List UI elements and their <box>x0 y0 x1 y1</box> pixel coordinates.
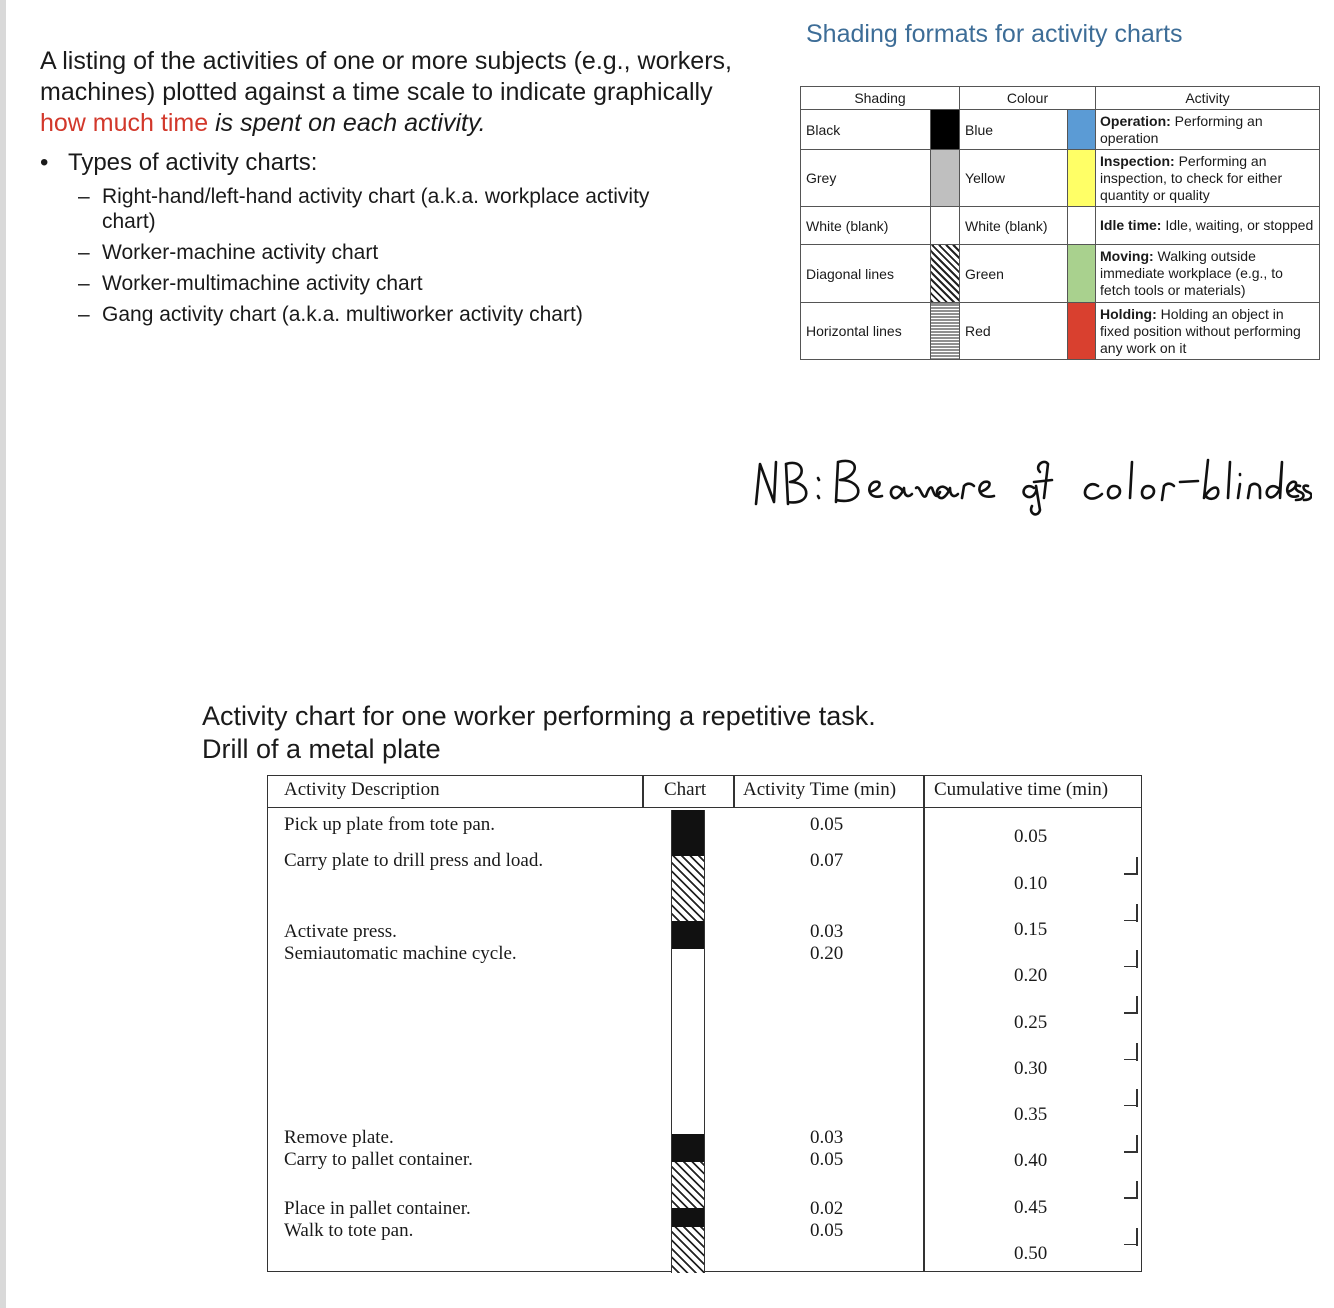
activity-time: 0.02 <box>810 1198 844 1219</box>
activity-chart <box>267 775 1142 1272</box>
activity-description: Activate press. <box>284 921 397 942</box>
chart-bar-black <box>671 921 705 949</box>
intro-text: A listing of the activities of one or more subjects (e.g., workers, machines) plotted against a time scale to indicate graphically <box>40 47 732 106</box>
cumulative-time-label: 0.15 <box>1014 918 1048 940</box>
colour-swatch <box>1068 110 1096 150</box>
colour-swatch <box>1068 150 1096 207</box>
activity-description: Carry to pallet container. <box>284 1149 473 1170</box>
chart-bar-hatch <box>671 1227 705 1273</box>
activity-time: 0.03 <box>810 1127 844 1148</box>
activity-time: 0.05 <box>810 814 844 835</box>
handwritten-note <box>752 448 1312 518</box>
scale-tick-edge <box>1136 1089 1138 1107</box>
table-row <box>801 110 1320 150</box>
activity-time: 0.20 <box>810 943 844 964</box>
activity-time: 0.03 <box>810 921 844 942</box>
scale-tick-edge <box>1136 1043 1138 1061</box>
activity-chart-title-line2: Drill of a metal plate <box>202 734 441 764</box>
intro-text-end: is spent on each activity. <box>208 109 486 137</box>
list-item: – Right-hand/left-hand activity chart (a.k.a. workplace activity chart) <box>78 185 650 233</box>
activity-cell: Inspection: Performing an inspection, to check for either quantity or quality <box>1096 150 1320 207</box>
cumulative-time-label: 0.30 <box>1014 1057 1048 1079</box>
shading-swatch-white <box>931 207 960 245</box>
table-row <box>801 150 1320 207</box>
header-activity: Activity <box>1096 87 1320 110</box>
scale-tick-edge <box>1136 1135 1138 1153</box>
dash-icon: – <box>78 272 90 295</box>
page-left-edge <box>0 0 6 1308</box>
cumulative-time-label: 0.45 <box>1014 1196 1048 1218</box>
activity-description: Place in pallet container. <box>284 1198 471 1219</box>
header-chart: Chart <box>664 779 707 800</box>
types-heading: Types of activity charts: <box>68 149 318 176</box>
cumulative-time-label: 0.40 <box>1014 1150 1048 1172</box>
header-activity-description: Activity Description <box>284 779 440 800</box>
activity-time: 0.05 <box>810 1149 844 1170</box>
intro-highlight: how much time <box>40 109 209 137</box>
shading-swatch-horizontal <box>931 303 960 360</box>
cumulative-time-label: 0.10 <box>1014 872 1048 894</box>
shading-name: Grey <box>801 150 931 207</box>
cumulative-time-label: 0.25 <box>1014 1011 1048 1033</box>
intro-paragraph <box>40 46 740 139</box>
activity-description: Carry plate to drill press and load. <box>284 850 544 871</box>
header-activity-time: Activity Time (min) <box>743 779 897 800</box>
dash-icon: – <box>78 241 90 264</box>
activity-cell: Moving: Walking outside immediate workplace (e.g., to fetch tools or materials) <box>1096 245 1320 303</box>
cumulative-time-label: 0.35 <box>1014 1104 1048 1126</box>
types-list <box>40 184 740 327</box>
header-cumulative-time: Cumulative time (min) <box>934 779 1109 800</box>
activity-chart-types <box>40 148 740 327</box>
header-shading: Shading <box>801 87 960 110</box>
column-divider <box>923 776 925 1271</box>
chart-bar-black <box>671 1208 705 1227</box>
scale-tick-edge <box>1136 904 1138 922</box>
colour-name: Green <box>960 245 1068 303</box>
shading-name: Horizontal lines <box>801 303 931 360</box>
colour-name: Blue <box>960 110 1068 150</box>
scale-tick-edge <box>1136 996 1138 1014</box>
shading-name: White (blank) <box>801 207 931 245</box>
colour-swatch <box>1068 207 1096 245</box>
activity-chart-title-line1: Activity chart for one worker performing a repetitive task. <box>202 701 876 731</box>
activity-cell: Idle time: Idle, waiting, or stopped <box>1096 207 1320 245</box>
shading-name: Diagonal lines <box>801 245 931 303</box>
activity-description: Pick up plate from tote pan. <box>284 814 496 835</box>
shading-swatch-black <box>931 110 960 150</box>
colour-swatch <box>1068 303 1096 360</box>
activity-description: Semiautomatic machine cycle. <box>284 943 517 964</box>
colour-name: Yellow <box>960 150 1068 207</box>
table-row <box>801 245 1320 303</box>
header-colour: Colour <box>960 87 1096 110</box>
colour-swatch <box>1068 245 1096 303</box>
chart-bar-white <box>671 949 705 1134</box>
scale-tick-edge <box>1136 1228 1138 1246</box>
activity-cell: Holding: Holding an object in fixed position without performing any work on it <box>1096 303 1320 360</box>
scale-tick-edge <box>1136 1181 1138 1199</box>
shading-name: Black <box>801 110 931 150</box>
activity-description: Walk to tote pan. <box>284 1220 414 1241</box>
activity-cell: Operation: Performing an operation <box>1096 110 1320 150</box>
dash-icon: – <box>78 303 90 326</box>
types-heading-row <box>40 148 740 178</box>
shading-table-header <box>801 87 1320 110</box>
cumulative-time-label: 0.20 <box>1014 965 1048 987</box>
column-divider <box>642 776 644 807</box>
shading-swatch-grey <box>931 150 960 207</box>
list-item: – Gang activity chart (a.k.a. multiworker activity chart) <box>78 303 583 326</box>
cumulative-time-label: 0.50 <box>1014 1243 1048 1264</box>
colour-name: Red <box>960 303 1068 360</box>
activity-description: Remove plate. <box>284 1127 394 1148</box>
bullet-icon: • <box>40 149 49 176</box>
colour-name: White (blank) <box>960 207 1068 245</box>
activity-time: 0.07 <box>810 850 844 871</box>
activity-time: 0.05 <box>810 1220 844 1241</box>
dash-icon: – <box>78 185 90 208</box>
table-row <box>801 303 1320 360</box>
scale-tick-edge <box>1136 857 1138 875</box>
column-divider <box>733 776 735 807</box>
shading-swatch-diagonal <box>931 245 960 303</box>
shading-table <box>800 86 1320 360</box>
cumulative-time-label: 0.05 <box>1014 826 1048 848</box>
chart-bar-hatch <box>671 1162 705 1208</box>
scale-tick-edge <box>1136 950 1138 968</box>
chart-bar-black <box>671 810 705 856</box>
list-item: – Worker-multimachine activity chart <box>78 272 423 295</box>
list-item: – Worker-machine activity chart <box>78 241 379 264</box>
chart-bar-black <box>671 1134 705 1162</box>
activity-chart-title <box>202 700 876 766</box>
shading-table-title: Shading formats for activity charts <box>806 20 1183 48</box>
chart-bar-hatch <box>671 856 705 921</box>
table-row <box>801 207 1320 245</box>
